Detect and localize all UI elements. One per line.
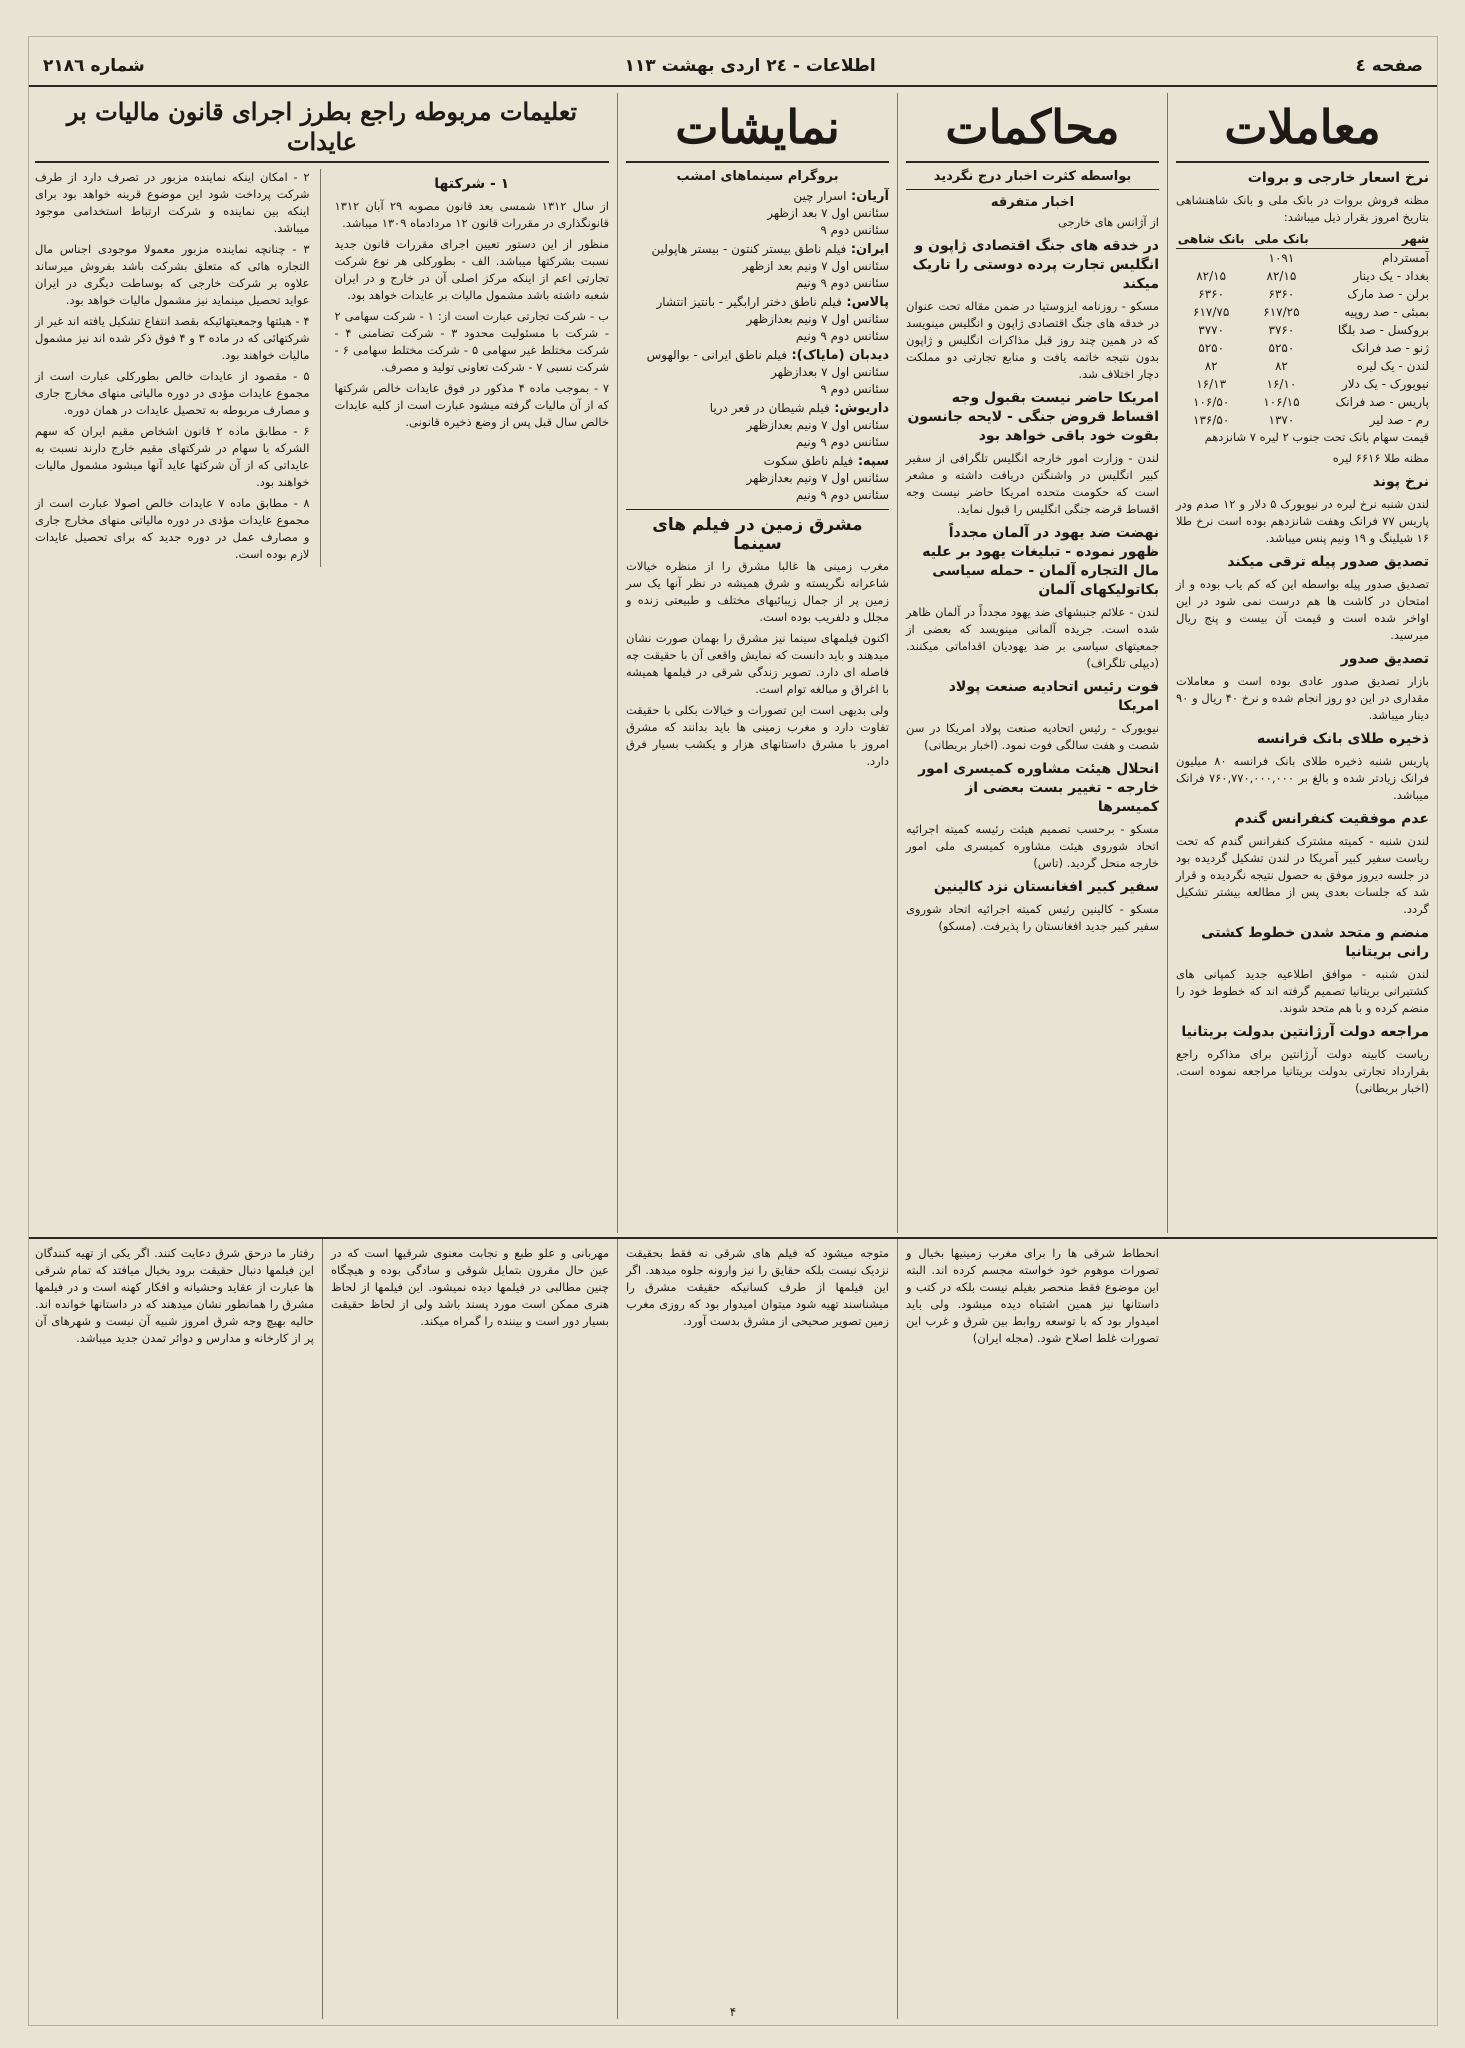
gold-line: قیمت سهام بانک تحت جنوب ۲ لیره ۷ شانزدهم xyxy=(1204,430,1429,444)
article-paragraph-2: اکنون فیلمهای سینما نیز مشرق را بهمان صورت نشان میدهند و باید دانست که نمایش واقعی آن با حقیقت چه فاصله ای دارد. تصویر زندگی شرقی در فیلمها همیشه با اغراق و مبالغه توام است. xyxy=(626,631,889,696)
transactions-title: معاملات xyxy=(1176,97,1429,163)
rates-cell: ۶۳۶۰ xyxy=(1268,287,1295,301)
rates-row xyxy=(1176,339,1429,357)
section-1-paragraph-3: ب - شرکت تجارتی عبارت است از: ۱ - شرکت سهامی ۲ - شرکت با مسئولیت محدود ۳ - شرکت تضامنی ۴ - شرکت مختلط غیر سهامی ۵ - شرکت مختلط سهامی ۶ - شرکت نسبی ۷ - شرکت تعاونی تولید و مصرف. xyxy=(334,309,609,374)
rates-row xyxy=(1176,285,1429,303)
rates-table xyxy=(1176,230,1429,429)
cinema-session-1: سئانس اول ۷ ونیم بعدازظهر xyxy=(746,312,889,326)
rates-table-header xyxy=(1176,230,1429,249)
cinema-entry xyxy=(626,188,889,239)
rates-row xyxy=(1176,393,1429,411)
bottom-column-3 xyxy=(322,1239,617,2019)
article-title: مشرق زمین در فیلم های سینما xyxy=(652,515,863,554)
news-text-6: مسکو - کالینین رئیس کمیته اجرائیه اتحاد شوروی سفیر کبیر جدید افغانستان را پذیرفت. (مسکو) xyxy=(906,902,1159,933)
news-text-5: مسکو - برحسب تصمیم هیئت رئیسه کمیته اجرائیه اتحاد شوروی هیئت مشاوره کمیسری ملی امور خارجه منحل گردید. (تاس) xyxy=(906,822,1159,870)
section-1-paragraph-1: از سال ۱۳۱۲ شمسی بعد قانون مصوبه ۲۹ آبان ۱۳۱۲ قانونگذاری در مقررات قانون ۱۲ مردادماه ۱۳۰۹ میباشد. xyxy=(334,199,610,230)
cinema-session-2: سئانس دوم ۹ ونیم xyxy=(795,488,889,502)
shipping-text: لندن شنبه - موافق اطلاعیه جدید کمپانی های کشتیرانی بریتانیا تصمیم گرفته اند که خطوط خود را منضم کرده و با هم متحد شوند. xyxy=(1176,967,1429,1015)
rates-cell: ۱۰۶/۱۵ xyxy=(1263,395,1300,409)
rates-cell: نیویورک - یک دلار xyxy=(1341,377,1429,391)
rates-cell xyxy=(1176,249,1246,267)
cinema-name: سپه: xyxy=(853,454,889,469)
cinema-session-2: سئانس دوم ۹ xyxy=(820,382,889,396)
rates-cell: ۱۰۶/۵۰ xyxy=(1193,395,1230,409)
news-headline-2: امریکا حاضر نیست بقبول وجه اقساط قروض جنگی - لایحه جانسون بقوت خود باقی خواهد بود xyxy=(907,390,1159,444)
cinema-name: پالاس: xyxy=(841,295,889,310)
top-columns xyxy=(29,93,1437,1233)
cinema-entry xyxy=(626,400,889,451)
rates-cell: ژنو - صد فرانک xyxy=(1351,341,1429,355)
cinema-session-1: سئانس اول ۷ ونیم بعدازظهر xyxy=(746,471,889,485)
news-headline-6: سفیر کبیر افغانستان نزد کالینین xyxy=(933,879,1159,895)
rates-row xyxy=(1176,411,1429,429)
rates-headline: نرخ اسعار خارجی و بروات xyxy=(1247,170,1429,186)
rates-cell: آمستردام xyxy=(1382,251,1429,265)
cinema-list xyxy=(626,188,889,504)
page-number: ۴ xyxy=(729,2005,737,2019)
section-2-paragraph-4: ۵ - مقصود از عایدات خالص بطورکلی عبارت است از مجموع عایدات مؤدی در دوره مالیاتی منهای مخارج جاری و مصارف مربوطه به تحصیل عایدات در همان دوره. xyxy=(35,369,310,417)
cinema-entry xyxy=(626,347,889,398)
news-text-2: لندن - وزارت امور خارجه انگلیس تلگرافی از سفیر کبیر انگلیس در واشنگتن دریافت داشته و مشعر است که حکومت متحده امریکا حاضر نیست وجه اقساط قرضه جنگی انگلیس را قبول نماید. xyxy=(906,451,1159,516)
rates-cell: ۱۶/۱۰ xyxy=(1266,377,1297,391)
news-text-3: لندن - علائم جنبشهای ضد یهود مجدداً در آلمان ظاهر شده است. جریده آلمانی مینویسد که بعضی از جمعیتهای سیاسی بر ضد یهودیان اقداماتی میکنند. (دیپلی تلگراف) xyxy=(906,605,1159,670)
program-title: بروگرام سینماهای امشب xyxy=(676,169,839,184)
rates-cell: ۱۰۹۱ xyxy=(1268,251,1295,265)
cinema-name: دیدبان (مایاک): xyxy=(786,348,889,363)
certify-headline: تصدیق صدور پیله ترقی میکند xyxy=(1227,554,1429,570)
argentina-text: ریاست کابینه دولت آرژانتین برای مذاکره راجع بقرارداد تجارتی بدولت بریتانیا مراجعه نموده است. (اخبار بریطانی) xyxy=(1176,1047,1429,1095)
cinema-session-1: سئانس اول ۷ ونیم بعدازظهر xyxy=(746,418,889,432)
shows-title: نمایشات xyxy=(626,97,889,163)
pound-text: لندن شنبه نرخ لیره در نیویورک ۵ دلار و ۱۲ صدم ودر پاریس ۷۷ فرانک وهفت شانزدهم بوده است نرخ طلا ۱۶ شیلینگ و ۱۹ ونیم پنس میباشد. xyxy=(1176,497,1430,545)
cinema-film: فیلم ناطق دختر ارابگیر - بانتیز انتشار xyxy=(656,295,842,309)
news-headline-3: نهضت ضد یهود در آلمان مجدداً ظهور نموده - تبلیغات یهود بر علیه مال التجاره آلمان - حمله سیاسی بکاتولیکهای آلمان xyxy=(922,525,1159,598)
page-label: صفحه ٤ xyxy=(1355,56,1423,76)
cinema-session-2: سئانس دوم ۹ ونیم xyxy=(795,276,889,290)
bottom-section xyxy=(29,1237,1437,2019)
cinema-entry xyxy=(626,241,889,292)
bottom-text-2: متوجه میشود که فیلم های شرقی نه فقط بحقیقت نزدیک نیست بلکه حقایق را نیز وارونه جلوه میدهد. اگر این فیلمها از طرف کسانیکه حقیقت مشرق را میشناسند تهیه شود میتوان امیدوار بود که روزی مغرب زمین تصویر صحیحی از مشرق بدست آورد. xyxy=(626,1246,889,1328)
rates-cell: ۳۷۶۰ xyxy=(1268,323,1295,337)
section-2-paragraph-1: ۲ - امکان اینکه نماینده مزبور در تصرف دارد از طرف شرکت پرداخت شود این موضوع قرینه خواهد بود برای اینکه بین نماینده و شرکت ارتباط استخدامی موجود میباشد. xyxy=(35,170,310,235)
rates-cell: ۳۷۷۰ xyxy=(1198,323,1225,337)
rates-cell: ۶۳۶۰ xyxy=(1198,287,1225,301)
cinema-film: اسرار چین xyxy=(793,189,847,203)
taxes-subcolumn-right xyxy=(335,169,610,567)
gold-line-2: مظنه طلا ۶۶۱۶ لیره xyxy=(1332,451,1429,465)
news-text-4: نیویورک - رئیس اتحادیه صنعت پولاد امریکا در سن شصت و هفت سالگی فوت نمود. (اخبار بریطانی) xyxy=(906,721,1159,752)
rates-cell: لندن - یک لیره xyxy=(1356,359,1429,373)
cinema-session-2: سئانس دوم ۹ xyxy=(820,223,889,237)
section-2-paragraph-6: ۷ - بموجب ماده ۴ مذکور در فوق عایدات خالص شرکتها که از آن مالیات گرفته میشود عبارت است از کلیه عایدات خالص سال قبل پس از وضع ذخیره قانونی. xyxy=(334,381,609,429)
conference-headline: عدم موفقیت کنفرانس گندم xyxy=(1234,811,1429,827)
argentina-headline: مراجعه دولت آرژانتین بدولت بریتانیا xyxy=(1181,1024,1429,1040)
section-1-title: ۱ - شرکتها xyxy=(434,176,510,192)
cinema-session-1: سئانس اول ۷ بعدازظهر xyxy=(771,365,889,379)
reserve-text: پاریس شنبه ذخیره طلای بانک فرانسه ۸۰ میلیون فرانک زیادتر شده و بالغ بر ۷۶۰,۷۷۰,۰۰۰,۰۰۰ فرانک میباشد. xyxy=(1176,754,1430,802)
export-headline: تصدیق صدور xyxy=(1340,651,1429,667)
cinema-session-1: سئانس اول ۷ بعد ازظهر xyxy=(767,206,889,220)
taxes-title: تعلیمات مربوطه راجع بطرز اجرای قانون مالیات بر عایدات xyxy=(35,97,609,163)
misc-sub: از آژانس های خارجی xyxy=(1058,215,1159,229)
rates-row xyxy=(1176,375,1429,393)
rates-row xyxy=(1176,321,1429,339)
rates-cell: بروکسل - صد بلگا xyxy=(1337,323,1429,337)
bottom-text-4: رفتار ما درحق شرق دعایت کنند. اگر یکی از تهیه کنندگان این فیلمها دنبال حقیقت برود بخیال میافتد که تمام شرقی ها عبارت از عقاید وحشیانه و افکار کهنه است و در فیلمها مشرق را همانطور نشان میدهند که در داستانها خوانده اند. حالیه بهیچ وجه شرق امروز شبیه آن نیست و شهرهای آن پر از کارخانه و مدارس و دوائر تمدن جدید میباشد. xyxy=(35,1246,314,1345)
rates-cell: رم - صد لیر xyxy=(1369,413,1429,427)
rates-cell: ۱۳۷۰ xyxy=(1268,413,1295,427)
rates-cell: بمبئی - صد روپیه xyxy=(1344,305,1429,319)
rates-cell: ۱۳۶/۵۰ xyxy=(1193,413,1230,427)
rates-cell: ۵۲۵۰ xyxy=(1268,341,1295,355)
rates-row xyxy=(1176,357,1429,375)
rates-header-cell: بانک شاهی xyxy=(1177,232,1245,246)
article-paragraph-3: ولی بدیهی است این تصورات و خیالات بکلی با حقیقت تفاوت دارد و مغرب زمینی ها باید بدانند که مشرق امروز با مشرق داستانهای هزار و یکشب بسیار فرق دارد. xyxy=(626,703,889,768)
cinema-film: فیلم ناطق بیستر کنتون - بیستر هاپولین xyxy=(651,242,847,256)
newspaper-page xyxy=(28,36,1438,2026)
shows-column xyxy=(617,93,897,1233)
masthead xyxy=(29,47,1437,87)
courts-title: محاکمات xyxy=(906,97,1159,163)
section-1-paragraph-2: منظور از این دستور تعیین اجرای مقررات قانون جدید نسبت بشرکتها میباشد. الف - بطورکلی هر نوع شرکت تجارتی اعم از اینکه مرکز اصلی آن در خارج و در ایران شعبه داشته باشد مشمول مالیات بر عایدات خواهد بود. xyxy=(334,237,609,302)
news-headline-4: فوت رئیس اتحادیه صنعت پولاد امریکا xyxy=(948,679,1159,714)
reserve-headline: ذخیره طلای بانک فرانسه xyxy=(1256,731,1429,747)
divider xyxy=(906,189,1159,190)
rates-cell: بغداد - یک دینار xyxy=(1353,269,1429,283)
news-headline-5: انحلال هیئت مشاوره کمیسری امور خارجه - تغییر بست بعضی از کمیسرها xyxy=(918,761,1159,815)
rates-cell: ۸۲/۱۵ xyxy=(1266,269,1297,283)
rates-cell: ۸۲ xyxy=(1204,359,1218,373)
bottom-column-1 xyxy=(897,1239,1167,2019)
courts-note: بواسطه کثرت اخبار درج نگردید xyxy=(933,169,1132,184)
cinema-film: فیلم شیطان در قعر دریا xyxy=(709,401,830,415)
rates-intro: مظنه فروش بروات در بانک ملی و بانک شاهنشاهی بتاریخ امروز بقرار ذیل میباشد: xyxy=(1176,193,1429,224)
bottom-column-4 xyxy=(27,1239,322,2019)
cinema-name: داریوش: xyxy=(829,401,889,416)
bottom-text-3: مهربانی و علو طبع و نجابت معنوی شرقیها است که در عین حال مقرون بتمایل شوقی و سادگی بوده و هیچگاه چنین مطالبی در فیلمها دیده نمیشود. این فیلمها از لحاظ هنری ممکن است مورد پسند باشد ولی از لحاظ حقیقت بسیار دور است و بیننده را گمراه میکند. xyxy=(331,1246,609,1328)
courts-column xyxy=(897,93,1167,1233)
conference-text: لندن شنبه - کمیته مشترک کنفرانس گندم که تحت ریاست سفیر کبیر آمریکا در لندن تشکیل گردیده بود در جلسه دیروز موفق به حصول نتیجه نگردیده و قرار شد که جلسات بعدی پس از مطالعه بیشتر تشکیل گردد. xyxy=(1176,834,1429,916)
rates-cell: پاریس - صد فرانک xyxy=(1335,395,1429,409)
section-2-paragraph-5: ۶ - مطابق ماده ۲ قانون اشخاص مقیم ایران که سهم الشرکه یا سهام در شرکتهای مقیم خارج دارند نسبت به عایداتی که از آن شرکتها عاید آنها میشود مشمول مالیات خواهند بود. xyxy=(35,424,310,489)
pound-headline: نرخ پوند xyxy=(1372,474,1429,490)
rates-cell: ۸۲/۱۵ xyxy=(1196,269,1227,283)
cinema-session-2: سئانس دوم ۹ ونیم xyxy=(795,435,889,449)
news-text-1: مسکو - روزنامه ایزوستیا در ضمن مقاله تحت عنوان در خدقه های جنگ اقتصادی ژاپون و انگلیس مینویسد که در همین چند روز قبل مذاکرات انگلیس و ژاپون بدون نتیجه خاتمه یافت و منابع تجارتی دو مملکت دچار اختلاف شد. xyxy=(906,299,1159,381)
rates-row xyxy=(1176,249,1429,267)
taxes-subcolumn-left xyxy=(35,169,321,567)
section-2-paragraph-3: ۴ - هیئتها وجمعیتهائیکه بقصد انتفاع تشکیل یافته اند غیر از شرکتهائی که در ماده ۳ و ۴ فوق ذکر شده اند نیز مشمول مالیات خواهند بود. xyxy=(35,314,310,362)
rates-cell: ۶۱۷/۲۵ xyxy=(1263,305,1300,319)
cinema-name: آریان: xyxy=(846,189,889,204)
news-headline-1: در خدقه های جنگ اقتصادی ژاپون و انگلیس تجارت پرده دوستی را تاریک میکند xyxy=(912,238,1159,292)
misc-title: اخبار متفرقه xyxy=(990,195,1075,210)
rates-cell: برلن - صد مارک xyxy=(1347,287,1429,301)
cinema-session-2: سئانس دوم ۹ ونیم xyxy=(795,329,889,343)
rates-header-cell: شهر xyxy=(1401,232,1429,246)
bottom-text-1: انحطاط شرقی ها را برای مغرب زمینیها بخیال و تصورات موهوم خود خواسته مجسم کرده اند. البته این موضوع فقط منحصر بفیلم نیست بلکه در کتب و داستانها نیز همین اشتباه دیده میشود. ولی باید امیدوار بود که با توسعه روابط بین شرق و غرب این تصورات غلط اصلاح شود. (مجله ایران) xyxy=(906,1246,1159,1345)
taxes-section xyxy=(27,93,617,1233)
rates-cell: ۱۶/۱۳ xyxy=(1196,377,1227,391)
transactions-column xyxy=(1167,93,1437,1233)
certify-text: تصدیق صدور پیله بواسطه این که کم یاب بوده و از امتحان در کاشت ها هم درست نمی شود در این اواخر شده است و قیمت آن بیست و پنج ریال میرسید. xyxy=(1176,577,1429,642)
bottom-column-2 xyxy=(617,1239,897,2019)
cinema-session-1: سئانس اول ۷ ونیم بعد ازظهر xyxy=(742,259,889,273)
rates-cell: ۶۱۷/۷۵ xyxy=(1193,305,1230,319)
rates-row xyxy=(1176,303,1429,321)
shipping-headline: منضم و متحد شدن خطوط کشتی رانی بریتانیا xyxy=(1201,925,1429,960)
rates-header-cell: بانک ملی xyxy=(1254,232,1309,246)
issue-date: اطلاعات - ٢٤ اردی بهشت ١١٣ xyxy=(624,56,876,76)
section-2-paragraph-7: ۸ - مطابق ماده ۷ عایدات خالص اصولا عبارت است از مجموع عایدات مؤدی در دوره مالیاتی منهای مخارج جاری و مصارف عمل در دوره جدید که برای تحصیل عایدات لازم بوده است. xyxy=(35,496,310,561)
rates-row xyxy=(1176,267,1429,285)
cinema-entry xyxy=(626,453,889,504)
divider xyxy=(626,509,889,510)
issue-number: شماره ٢١٨٦ xyxy=(43,56,145,76)
rates-cell: ۸۲ xyxy=(1274,359,1288,373)
cinema-film: فیلم ناطق ایرانی - بوالهوس xyxy=(646,348,787,362)
article-paragraph-1: مغرب زمینی ها غالبا مشرق را از منظره خیالات شاعرانه نگریسته و شرق همیشه در نظر آنها یک سر زمین پر از جمال زیبائیهای مختلف و طبیعتی زنده و مجلل و دلفریب بوده است. xyxy=(626,559,889,624)
section-2-paragraph-2: ۳ - چنانچه نماینده مزبور معمولا موجودی اجناس مال التجاره هائی که متعلق بشرکت باشد بفروش میرساند علاوه بر شرکت خارجی که بوساطت دیگری در ایران عواید تحصیل مینماید نیز مشمول مالیات خواهد بود. xyxy=(35,242,310,307)
export-text: بازار تصدیق صدور عادی بوده است و معاملات مقداری در این دو روز انجام شده و نرخ ۴۰ ریال و ۹۰ دینار میباشد. xyxy=(1176,674,1429,722)
cinema-film: فیلم ناطق سکوت xyxy=(763,454,854,468)
rates-cell: ۵۲۵۰ xyxy=(1198,341,1225,355)
cinema-name: ایران: xyxy=(846,242,889,257)
cinema-entry xyxy=(626,294,889,345)
